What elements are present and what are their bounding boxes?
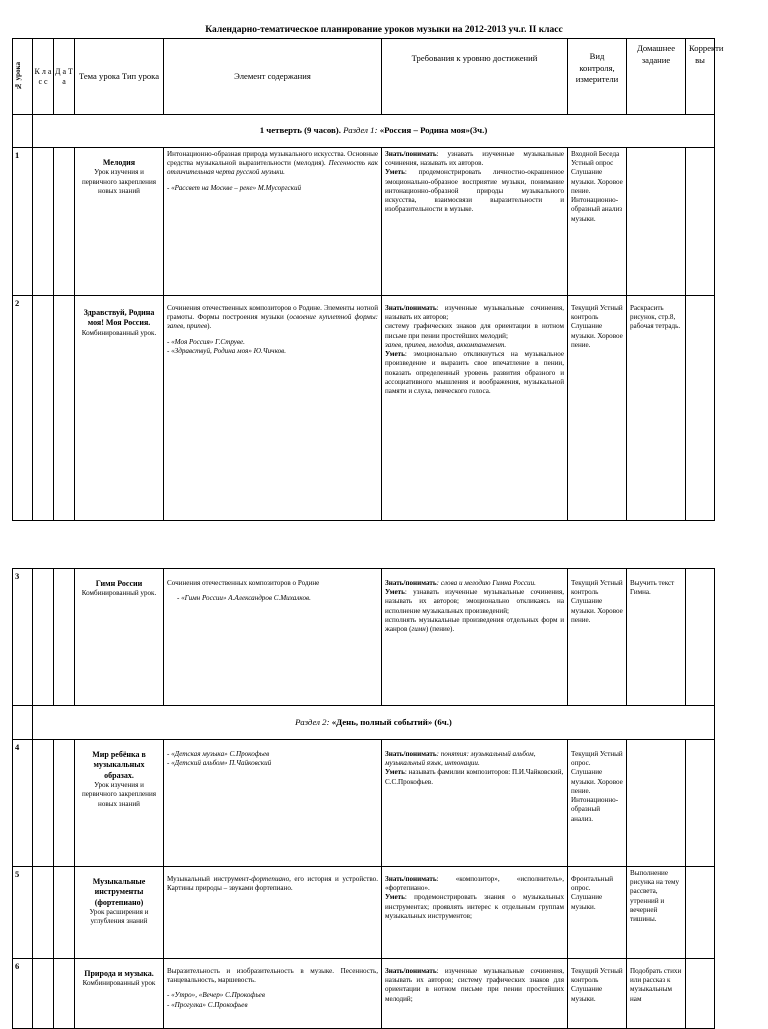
lesson-topic: Природа и музыка. Комбинированный урок bbox=[75, 959, 164, 1029]
header-data: Д а Т а bbox=[54, 39, 75, 115]
lesson-content: Выразительность и изобразительность в музыке. Песенность, танцевальность, маршевость. - «Утро», «Вечер» С.Прокофьев - «Прогулка» С.Прокофьев bbox=[164, 959, 382, 1029]
lesson-homework: Раскрасить рисунок, стр.8, рабочая тетрадь. bbox=[627, 296, 686, 521]
header-content: Элемент содержания bbox=[164, 39, 382, 115]
header-homework: Домашнее задание bbox=[627, 39, 686, 115]
lesson-control: Фронтальный опрос. Слушание музыки. bbox=[568, 867, 627, 959]
table-row bbox=[13, 569, 715, 706]
header-topic: Тема урока Тип урока bbox=[75, 39, 164, 115]
lesson-topic: Музыкальные инструменты (фортепиано) Урок расширения и углубления знаний bbox=[75, 867, 164, 959]
table-row bbox=[13, 959, 715, 1029]
header-klass: К л а с с bbox=[33, 39, 54, 115]
lesson-requirements: Знать/понимать: узнавать изученные музыкальные сочинения, называть их авторов. Уметь: продемонстрировать личностно-окрашенное эмоционально-образное восприятие музыки, понимание интонационно-образной природы музыкального искусства, взаимосвязи выразительности и изобразительности в музыке. bbox=[382, 148, 568, 296]
lesson-requirements: Знать/понимать: «композитор», «исполнитель», «фортепиано». Уметь: продемонстрировать знания о музыкальных инструментах; проявлять интерес к отдельным группам музыкальных инструментов; bbox=[382, 867, 568, 959]
section-row-1 bbox=[13, 115, 715, 148]
lesson-homework: Подобрать стихи или рассказ к музыкальным нам bbox=[627, 959, 686, 1029]
table-header-row bbox=[13, 39, 715, 115]
lesson-number: 4 bbox=[13, 740, 33, 867]
section-row-2 bbox=[13, 706, 715, 740]
lesson-content: Сочинения отечественных композиторов о Родине - «Гимн России» А.Александров С.Михалков. bbox=[164, 569, 382, 706]
plan-table-part1 bbox=[12, 38, 724, 521]
lesson-control: Текущий Устный опрос. Слушание музыки. Хоровое пение. Интонационно-образный анализ. bbox=[568, 740, 627, 867]
lesson-number: 6 bbox=[13, 959, 33, 1029]
header-correction: Корректи вы bbox=[686, 39, 715, 115]
lesson-homework bbox=[627, 740, 686, 867]
lesson-content: Сочинения отечественных композиторов о Родине. Элементы нотной грамоты. Формы построения музыки (освоение куплетной формы: запев, припев). - «Моя Россия» Г.Струве. - «Здравствуй, Родина моя» Ю.Чичков. bbox=[164, 296, 382, 521]
plan-table-part2 bbox=[12, 568, 715, 1029]
table-row bbox=[13, 148, 715, 296]
lesson-control: Текущий Устный контроль Слушание музыки. bbox=[568, 959, 627, 1029]
lesson-requirements: Знать/понимать: понятия: музыкальный альбом, музыкальный язык, интонации. Уметь: называть фамилии композиторов: П.И.Чайковский, С.С.Прокофьев. bbox=[382, 740, 568, 867]
header-requirements: Требования к уровню достижений bbox=[382, 39, 568, 115]
lesson-number: 3 bbox=[13, 569, 33, 706]
table-row bbox=[13, 740, 715, 867]
lesson-content: Музыкальный инструмент-фортепиано, его история и устройство. Картины природы – звуками фортепиано. bbox=[164, 867, 382, 959]
lesson-topic: Мелодия Урок изучения и первичного закрепления новых знаний bbox=[75, 148, 164, 296]
header-control: Вид контроля, измерители bbox=[568, 39, 627, 115]
lesson-content: - «Детская музыка» С.Прокофьев - «Детский альбом» П.Чайковский bbox=[164, 740, 382, 867]
lesson-topic: Мир ребёнка в музыкальных образах. Урок изучения и первичного закрепления новых знаний bbox=[75, 740, 164, 867]
table-row bbox=[13, 296, 715, 521]
lesson-control: Текущий Устный контроль Слушание музыки. Хоровое пение. bbox=[568, 569, 627, 706]
table-row bbox=[13, 867, 715, 959]
lesson-requirements: Знать/понимать: изученные музыкальные сочинения, называть их авторов; систему графических знаков для ориентации в нотном письме при пении простейших мелодий; запев, припев, мелодия, аккомпанемент. Уметь: эмоционально откликнуться на музыкальное произведение и выразить свое впечатление в пении, показать определенный уровень развития образного и ассоциативного мышления и воображения, музыкальной памяти и слуха, певческого голоса. bbox=[382, 296, 568, 521]
lesson-homework: Выучить текст Гимна. bbox=[627, 569, 686, 706]
lesson-number: 1 bbox=[13, 148, 33, 296]
lesson-content: Интонационно-образная природа музыкального искусства. Основные средства музыкальной выразительности (мелодия). Песенность как отличительная черта русской музыки. - «Рассвет на Москве – реке» М.Мусоргский bbox=[164, 148, 382, 296]
lesson-number: 5 bbox=[13, 867, 33, 959]
header-num: № урока bbox=[13, 39, 33, 115]
lesson-topic: Гимн России Комбинированный урок. bbox=[75, 569, 164, 706]
page-title: Календарно-тематическое планирование уроков музыки на 2012-2013 уч.г. II класс bbox=[205, 25, 563, 35]
lesson-homework: Выполнение рисунка на тему рассвета, утренний и вечерней тишины. bbox=[627, 867, 686, 959]
lesson-homework bbox=[627, 148, 686, 296]
section-title-2: Раздел 2: «День, полный событий» (6ч.) bbox=[33, 706, 715, 740]
lesson-topic: Здравствуй, Родина моя! Моя Россия. Комбинированный урок. bbox=[75, 296, 164, 521]
lesson-control: Текущий Устный контроль Слушание музыки. Хоровое пение. bbox=[568, 296, 627, 521]
lesson-control: Входной Беседа Устный опрос Слушание музыки. Хоровое пение. Интонационно-образный анализ музыки. bbox=[568, 148, 627, 296]
lesson-requirements: Знать/понимать: изученные музыкальные сочинения, называть их авторов; систему графических знаков для ориентации в нотном письме при пении простейших мелодий; bbox=[382, 959, 568, 1029]
section-title-1: 1 четверть (9 часов). Раздел 1: «Россия – Родина моя»(3ч.) bbox=[33, 115, 715, 148]
lesson-number: 2 bbox=[13, 296, 33, 521]
lesson-requirements: Знать/понимать: слова и мелодию Гимна России. Уметь: узнавать изученные музыкальные сочинения, называть их авторов; эмоционально откликаясь на исполнение музыкальных произведений; исполнять музыкальные произведения отдельных форм и жанров (гимн) (пение). bbox=[382, 569, 568, 706]
